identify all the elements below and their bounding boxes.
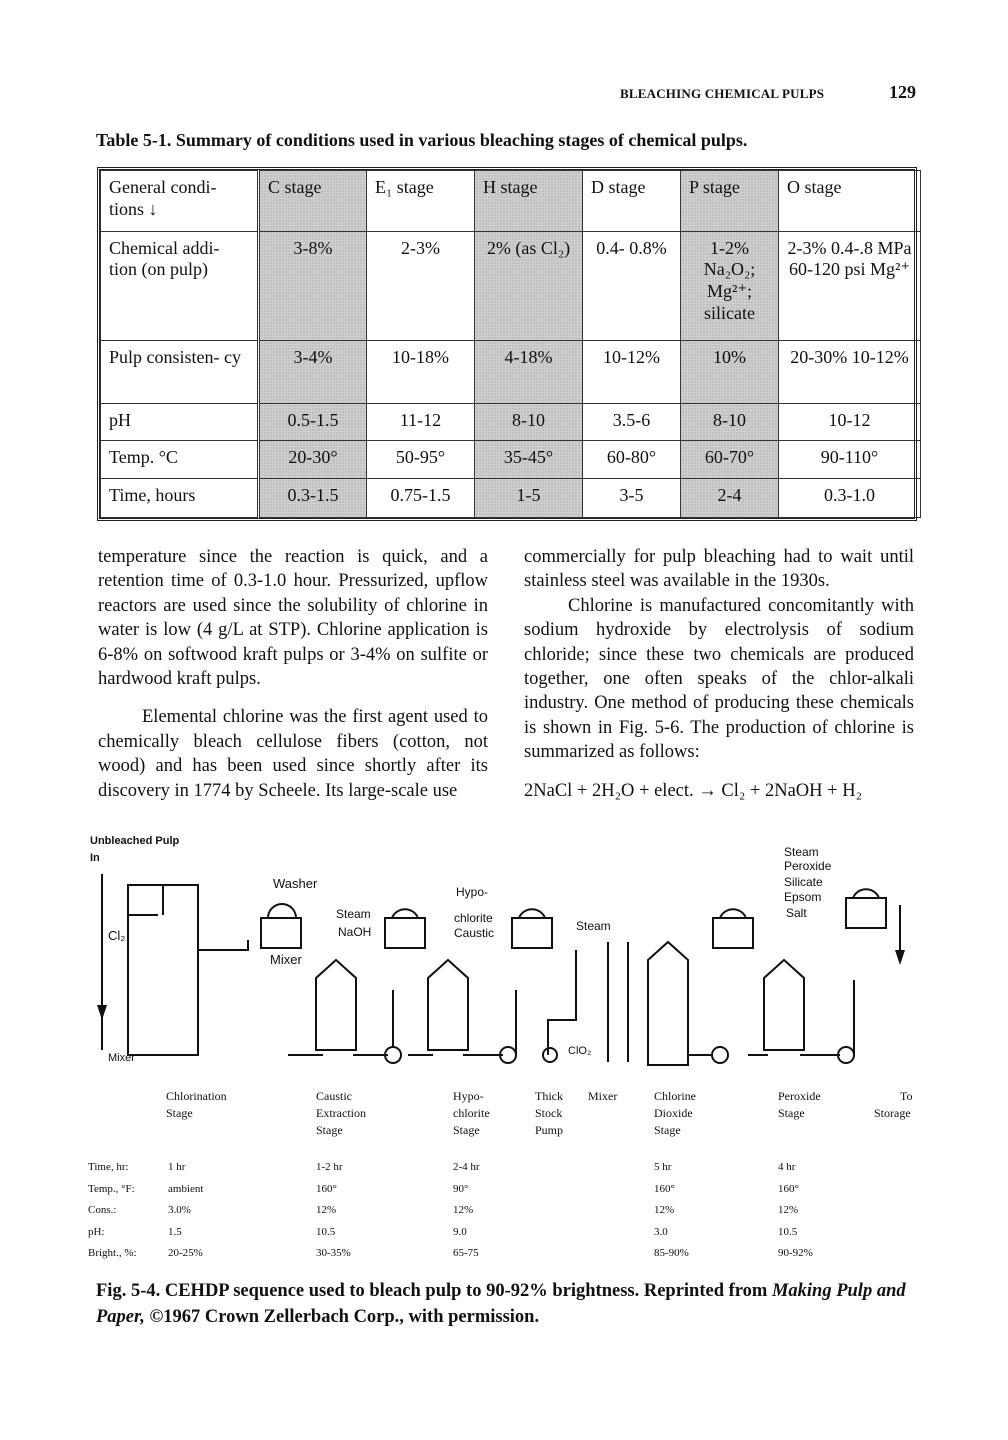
washer-drum: [261, 918, 301, 948]
stage-label: chlorite: [453, 1106, 490, 1120]
washer-drum: [512, 918, 552, 948]
cl2-label: Cl₂: [108, 928, 126, 943]
silicate-label: Silicate: [784, 875, 823, 889]
table-row: [101, 404, 921, 441]
condition-value: 3.0%: [168, 1204, 191, 1216]
table-cell: 0.75-1.5: [367, 479, 475, 518]
stage-label: Dioxide: [654, 1106, 693, 1120]
table-cell: 11-12: [367, 404, 475, 441]
table-cell: 1-5: [475, 479, 583, 518]
table-cell: 90-110°: [779, 440, 921, 479]
table-cell: 0.5-1.5: [259, 404, 367, 441]
stage-label: Thick: [535, 1089, 563, 1103]
washer-hood: [268, 904, 296, 918]
page-number: 129: [889, 82, 916, 102]
stage-label: Stock: [535, 1106, 563, 1120]
stage-label: Chlorine: [654, 1089, 696, 1103]
hypochlorite-tower: [428, 960, 468, 1050]
stage-label: Stage: [453, 1123, 480, 1137]
mixer-tube: [608, 942, 628, 1062]
table-cell: 2-3%: [367, 231, 475, 341]
stage-label: Hypo-: [453, 1089, 484, 1103]
figure-caption-credit: ©1967 Crown Zellerbach Corp., with permission.: [144, 1307, 540, 1327]
table-cell: 10%: [681, 341, 779, 404]
chlorine-equation: 2NaCl + 2H₂O + elect. → Cl₂ + 2NaOH + H₂: [524, 780, 863, 801]
table-cell: 3-5: [583, 479, 681, 518]
cehdp-process-figure: [88, 830, 920, 1270]
process-diagram: [88, 830, 920, 1270]
right-text-column: [524, 545, 914, 803]
figure-caption-main: Fig. 5-4. CEHDP sequence used to bleach pulp to 90-92% brightness. Reprinted from: [96, 1281, 772, 1301]
stage-label: Peroxide: [778, 1089, 821, 1103]
stage-label: Stage: [316, 1123, 343, 1137]
table-cell: 10-18%: [367, 341, 475, 404]
mixer-label: Mixer: [108, 1052, 135, 1064]
table-row: [101, 341, 921, 404]
table-cell: 2% (as Cl₂): [475, 231, 583, 341]
table-cell: 10-12%: [583, 341, 681, 404]
table-cell: 60-80°: [583, 440, 681, 479]
peroxide-label: Peroxide: [784, 859, 832, 873]
thick-stock-pump: [543, 1048, 557, 1062]
header-d-stage: D stage: [583, 171, 681, 232]
condition-label: Bright., %:: [88, 1247, 137, 1259]
table-cell: 3.5-6: [583, 404, 681, 441]
tower-outlet-pipe: [198, 940, 248, 950]
table-cell: 8-10: [475, 404, 583, 441]
inlet-arrow-icon: [97, 1005, 107, 1020]
table-row: [101, 231, 921, 341]
table-cell: 2-4: [681, 479, 779, 518]
thick-stock-line: [548, 950, 576, 1055]
paragraph: temperature since the reaction is quick, and a retention time of 0.3-1.0 hour. Pressurized, upflow reactors are used since the solubility of chlorine in water is low (4 g/L at STP). Chlorine application is 6-8% on softwood kraft pulps or 3-4% on sulfite or hardwood kraft pulps.: [98, 547, 488, 690]
table-cell: 0.3-1.5: [259, 479, 367, 518]
condition-value: 10.5: [778, 1226, 798, 1238]
row-label: Pulp consisten- cy: [101, 341, 259, 404]
condition-value: 3.0: [654, 1226, 668, 1238]
washer-drum: [846, 898, 886, 928]
header-c-stage: C stage: [259, 171, 367, 232]
chlorine-dioxide-tower: [648, 942, 688, 1065]
inlet-label-line2: In: [90, 852, 100, 864]
washer-drum: [713, 918, 753, 948]
figure-caption-book-title: Making Pulp and Paper,: [96, 1281, 906, 1327]
hypo-label-line2: chlorite: [454, 911, 493, 925]
condition-value: 160°: [316, 1183, 337, 1195]
naoh-label: NaOH: [338, 925, 372, 939]
clo2-pump: [712, 1047, 728, 1063]
stage-label: Caustic: [316, 1089, 352, 1103]
figure-caption: [96, 1278, 916, 1330]
condition-value: 160°: [654, 1183, 675, 1195]
tower-internal: [128, 885, 163, 915]
paragraph: Chlorine is manufactured concomitantly with sodium hydroxide by electrolysis of sodium chloride; since these two chemicals are produced together, one often speaks of the chlor-alkali industry. One method of producing these chemicals is shown in Fig. 5-6. The production of chlorine is summarized as follows:: [524, 595, 914, 763]
washer-drum: [385, 918, 425, 948]
condition-value: 65-75: [453, 1247, 479, 1259]
table-cell: 1-2% Na₂O₂; Mg²⁺; silicate: [681, 231, 779, 341]
table-cell: 10-12: [779, 404, 921, 441]
table-cell: 0.4- 0.8%: [583, 231, 681, 341]
table-cell: 20-30% 10-12%: [779, 341, 921, 404]
table-cell: 0.3-1.0: [779, 479, 921, 518]
table-cell: 4-18%: [475, 341, 583, 404]
condition-value: 2-4 hr: [453, 1161, 480, 1173]
epsom-label: Epsom: [784, 890, 822, 904]
table-cell: 3-8%: [259, 231, 367, 341]
running-header: [600, 82, 920, 106]
steam-label: Steam: [336, 907, 371, 921]
stage-label: Stage: [166, 1106, 193, 1120]
inlet-label-line1: Unbleached Pulp: [90, 835, 180, 847]
hypo-label-line1: Hypo-: [456, 885, 489, 899]
condition-value: 5 hr: [654, 1161, 672, 1173]
condition-value: 90°: [453, 1183, 469, 1195]
condition-value: ambient: [168, 1183, 204, 1195]
table-cell: 35-45°: [475, 440, 583, 479]
condition-value: 85-90%: [654, 1247, 689, 1259]
running-title: BLEACHING CHEMICAL PULPS: [620, 86, 825, 101]
table-cell: 60-70°: [681, 440, 779, 479]
washer-hood: [720, 909, 746, 918]
condition-value: 30-35%: [316, 1247, 351, 1259]
table-row: [101, 440, 921, 479]
clo2-label: ClO₂: [568, 1045, 592, 1057]
table-cell: 8-10: [681, 404, 779, 441]
paragraph: commercially for pulp bleaching had to wait until stainless steel was available in the 1930s.: [524, 547, 914, 592]
stage-label: To: [900, 1089, 913, 1103]
row-label: pH: [101, 404, 259, 441]
condition-value: 9.0: [453, 1226, 467, 1238]
to-storage-arrow-icon: [895, 950, 905, 965]
caustic-tower: [316, 960, 356, 1050]
condition-value: 10.5: [316, 1226, 336, 1238]
condition-value: 12%: [316, 1204, 337, 1216]
row-label: Time, hours: [101, 479, 259, 518]
condition-value: 12%: [654, 1204, 675, 1216]
mixer-label: Mixer: [270, 952, 302, 967]
row-label: Temp. °C: [101, 440, 259, 479]
steam-label: Steam: [784, 845, 819, 859]
stage-label: Stage: [654, 1123, 681, 1137]
conditions-table: [97, 167, 917, 521]
condition-value: 4 hr: [778, 1161, 796, 1173]
peroxide-pump: [838, 1047, 854, 1063]
table-caption: Table 5-1. Summary of conditions used in various bleaching stages of chemical pulps.: [96, 130, 748, 150]
washer-hood: [392, 909, 418, 918]
table-cell: 3-4%: [259, 341, 367, 404]
steam-label: Steam: [576, 919, 611, 933]
table-header-row: [101, 171, 921, 232]
row-label: Chemical addi- tion (on pulp): [101, 231, 259, 341]
condition-value: 1-2 hr: [316, 1161, 343, 1173]
condition-value: 12%: [778, 1204, 799, 1216]
stage-label: Mixer: [588, 1089, 618, 1103]
condition-value: 12%: [453, 1204, 474, 1216]
condition-label: Cons.:: [88, 1204, 117, 1216]
peroxide-tower: [764, 960, 804, 1050]
stage-label: Storage: [874, 1106, 911, 1120]
header-h-stage: H stage: [475, 171, 583, 232]
table-row: [101, 479, 921, 518]
condition-value: 160°: [778, 1183, 799, 1195]
condition-value: 20-25%: [168, 1247, 203, 1259]
header-p-stage: P stage: [681, 171, 779, 232]
stage-label: Extraction: [316, 1106, 366, 1120]
stage-label: Stage: [778, 1106, 805, 1120]
table-cell: 50-95°: [367, 440, 475, 479]
salt-label: Salt: [786, 906, 807, 920]
washer-label: Washer: [273, 876, 318, 891]
table-cell: 2-3% 0.4-.8 MPa 60-120 psi Mg²⁺: [779, 231, 921, 341]
condition-value: 90-92%: [778, 1247, 813, 1259]
header-e1-stage: E₁ stage: [367, 171, 475, 232]
condition-label: Temp., °F:: [88, 1183, 135, 1195]
header-general-conditions: General condi- tions ↓: [101, 171, 259, 232]
paragraph: Elemental chlorine was the first agent used to chemically bleach cellulose fibers (cotton, not wood) and has been used since shortly after its discovery in 1774 by Scheele. Its large-scale use: [98, 707, 488, 801]
stage-label: Chlorination: [166, 1089, 227, 1103]
washer-hood: [519, 909, 545, 918]
condition-label: Time, hr:: [88, 1161, 129, 1173]
condition-value: 1 hr: [168, 1161, 186, 1173]
condition-value: 1.5: [168, 1226, 182, 1238]
condition-label: pH:: [88, 1226, 105, 1238]
table-cell: 20-30°: [259, 440, 367, 479]
header-o-stage: O stage: [779, 171, 921, 232]
stage-label: Pump: [535, 1123, 564, 1137]
left-text-column: [98, 545, 488, 803]
washer-hood: [853, 889, 879, 898]
caustic-label: Caustic: [454, 926, 495, 940]
